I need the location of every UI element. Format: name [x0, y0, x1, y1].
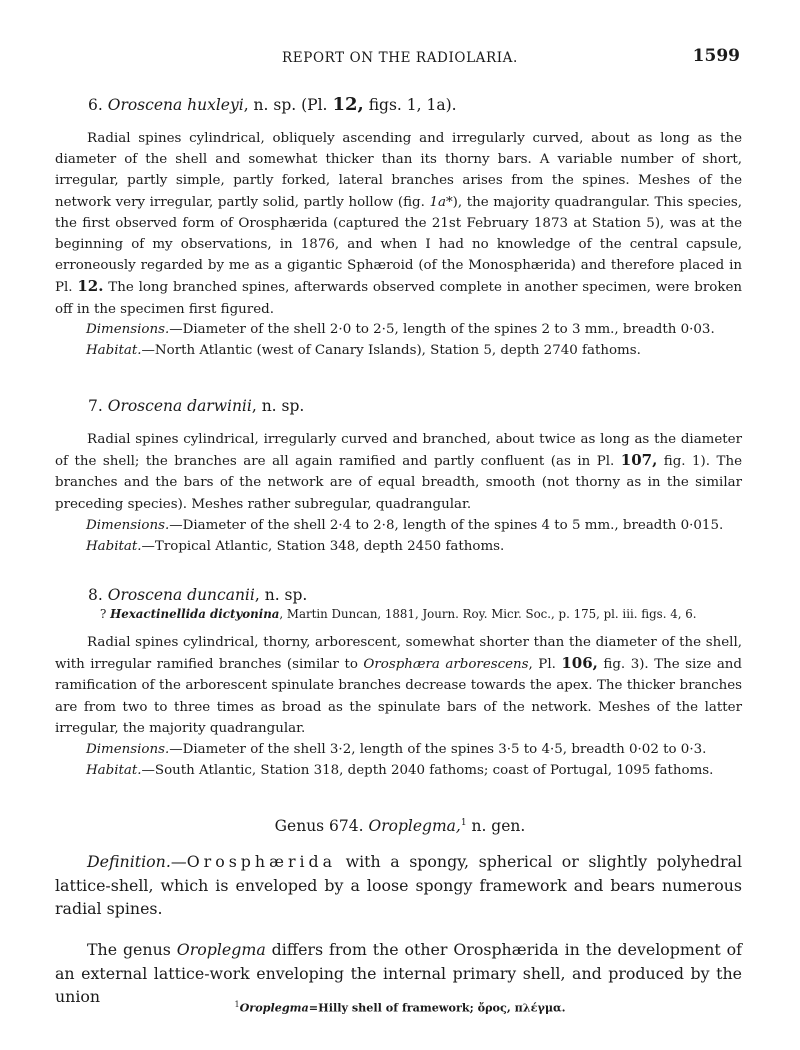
- species-name: Oroscena duncanii: [107, 586, 255, 604]
- discussion-text: differs from the other Orosphærida in the development of an external lattice-work enveloping the internal primary shell, and produced by the union: [55, 940, 742, 1006]
- dimensions-text: —Diameter of the shell 2·0 to 2·5, length of the spines 2 to 3 mm., breadth 0·03.: [169, 322, 715, 337]
- species-description-darwinii: [55, 429, 742, 515]
- dimensions-line: [86, 319, 746, 340]
- description-text: The long branched spines, afterwards observed complete in another specimen, were broken off in the specimen first figured.: [55, 280, 742, 317]
- species-description-duncanii: [55, 632, 742, 739]
- plate-number: 12,: [332, 94, 364, 115]
- genus-name: Oroplegma,: [368, 817, 461, 835]
- habitat-label: Habitat.: [86, 343, 142, 358]
- footnote-number: 1: [234, 1000, 240, 1009]
- habitat-line: [86, 340, 746, 361]
- description-text: Radial spines cylindrical, obliquely ascending and irregularly curved, about as long as the diameter of the shell and somewhat thicker than its thorny bars. A variable number of short, irregular, partly simple, partly forked, lateral branches arises from the spines. Meshes of the network very irregular, partly solid, partly hollow (fig.: [55, 131, 742, 210]
- plate-number-inline: 107,: [620, 451, 658, 470]
- figure-ref: figs. 1, 1a).: [368, 96, 457, 114]
- synonym-name: Hexactinellida dictyonina: [110, 607, 280, 621]
- description-text: ), the majority quadrangular. This species, the first observed form of Orosphærida (captured the 21st February 1873 at Station 5), was at the beginning of my observations, in 1876, and when I had no knowledge of the central capsule, erroneously regarded by me as a gigantic Sphæroid (of the Monosphærida) and therefore placed in Pl.: [55, 194, 743, 296]
- species-italic-ref: Orosphæra arborescens: [363, 657, 529, 673]
- footnote: [0, 1000, 800, 1015]
- habitat-text: —Tropical Atlantic, Station 348, depth 2450 fathoms.: [141, 539, 505, 554]
- genus-definition: [55, 850, 742, 921]
- dimensions-line: [86, 515, 746, 536]
- dimensions-text: —Diameter of the shell 2·4 to 2·8, length of the spines 4 to 5 mm., breadth 0·015.: [169, 518, 724, 533]
- description-text: , Pl.: [528, 657, 562, 673]
- species-name: Oroscena darwinii: [107, 397, 252, 415]
- description-text: Radial spines cylindrical, irregularly curved and branched, about twice as long as the diameter of the shell; the branches are all again ramified and partly confluent (as in Pl.: [55, 432, 742, 470]
- dimensions-label: Dimensions.: [86, 518, 170, 533]
- running-head: [60, 46, 740, 70]
- dimensions-text: —Diameter of the shell 3·2, length of the spines 3·5 to 4·5, breadth 0·02 to 0·3.: [169, 742, 707, 757]
- habitat-line: [86, 760, 746, 781]
- definition-spaced-term: Orosphærida: [186, 852, 337, 871]
- species-suffix: , n. sp.: [254, 586, 308, 604]
- definition-label: Definition.: [87, 852, 171, 871]
- species-heading-darwinii: [88, 397, 304, 415]
- habitat-line: [86, 536, 746, 557]
- dimensions-line: [86, 739, 746, 760]
- species-suffix: , n. sp.: [251, 397, 305, 415]
- genus-italic-ref: Oroplegma: [176, 940, 266, 959]
- species-description-huxleyi: [55, 128, 742, 320]
- genus-heading: [0, 817, 800, 835]
- synonym-line: [100, 607, 745, 621]
- dimensions-label: Dimensions.: [86, 322, 170, 337]
- synonym-query-mark: ?: [100, 607, 111, 621]
- species-name: Oroscena huxleyi: [107, 96, 244, 114]
- dimensions-label: Dimensions.: [86, 742, 170, 757]
- definition-text: with a spongy, spherical or slightly polyhedral lattice-shell, which is enveloped by a loose spongy framework and bears numerous radial spines.: [55, 852, 742, 918]
- species-number: 8.: [88, 586, 103, 604]
- species-heading-duncanii: [88, 586, 307, 604]
- description-text: fig. 1). The branches and the bars of the network are of equal breadth, smooth (not thorny as in the similar preceding species). Meshes rather subregular, quadrangular.: [55, 454, 742, 512]
- genus-number: Genus 674.: [274, 817, 364, 835]
- footnote-mark: 1: [460, 817, 467, 828]
- footnote-text: =Hilly shell of framework; ὄρος, πλέγμα.: [308, 1000, 566, 1015]
- footnote-term: Oroplegma: [239, 1000, 309, 1015]
- habitat-label: Habitat.: [86, 539, 142, 554]
- definition-dash: —: [170, 852, 187, 871]
- plate-number-inline: 106,: [561, 654, 598, 673]
- genus-discussion: [55, 938, 742, 1009]
- discussion-text: The genus: [87, 940, 177, 959]
- description-text: fig. 3). The size and ramification of the arborescent spinulate branches decrease towards the apex. The thicker branches are from two to three times as broad as the spinulate bars of the network. Meshes of the latter irregular, the majority quadrangular.: [55, 657, 742, 736]
- synonym-reference: , Martin Duncan, 1881, Journ. Roy. Micr. Soc., p. 175, pl. iii. figs. 4, 6.: [279, 607, 697, 621]
- description-text: Radial spines cylindrical, thorny, arborescent, somewhat shorter than the diameter of the shell, with irregular ramified branches (similar to: [55, 635, 742, 673]
- species-number: 7.: [88, 397, 103, 415]
- species-suffix: , n. sp. (Pl.: [243, 96, 328, 114]
- running-title: REPORT ON THE RADIOLARIA.: [282, 50, 518, 66]
- plate-number-inline: 12.: [77, 277, 104, 296]
- habitat-text: —North Atlantic (west of Canary Islands), Station 5, depth 2740 fathoms.: [141, 343, 641, 358]
- species-heading-huxleyi: [88, 94, 457, 115]
- habitat-text: —South Atlantic, Station 318, depth 2040 fathoms; coast of Portugal, 1095 fathoms.: [141, 763, 714, 778]
- genus-suffix: n. gen.: [466, 817, 526, 835]
- figure-italic-ref: 1a*: [429, 194, 453, 210]
- page-number: 1599: [692, 46, 740, 66]
- species-number: 6.: [88, 96, 103, 114]
- habitat-label: Habitat.: [86, 763, 142, 778]
